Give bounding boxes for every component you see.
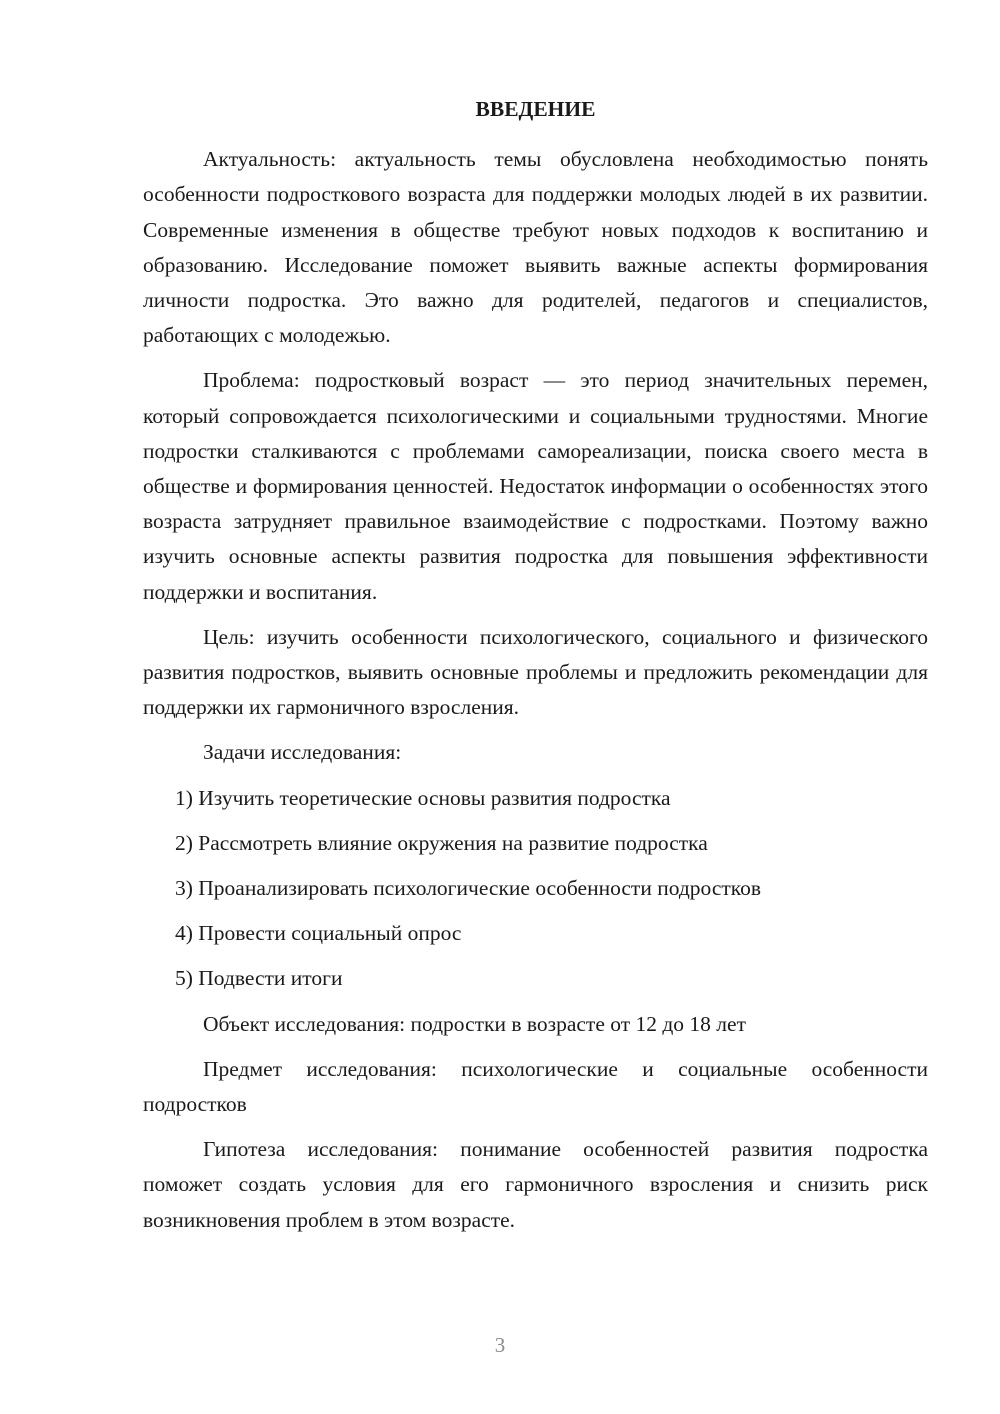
list-item: 2) Рассмотреть влияние окружения на развитие подростка <box>175 830 708 855</box>
hypothesis-paragraph: Гипотеза исследования: понимание особенностей развития подростка поможет создать условия для его гармоничного взросления и снизить риск возникновения проблем в этом возрасте. <box>143 1137 928 1232</box>
list-item: 5) Подвести итоги <box>175 966 343 991</box>
document-body <box>143 92 928 1248</box>
tasks-list <box>143 781 928 997</box>
object-paragraph: Объект исследования: подростки в возрасте от 12 до 18 лет <box>203 1011 746 1036</box>
subject-paragraph: Предмет исследования: психологические и социальные особенности подростков <box>143 1056 928 1117</box>
page-number: 3 <box>494 1333 506 1357</box>
page-title: ВВЕДЕНИЕ <box>475 97 596 121</box>
problem-paragraph: Проблема: подростковый возраст — это период значительных перемен, который сопровождается психологическими и социальными трудностями. Многие подростки сталкиваются с проблемами самореализации, поиска своего места в обществе и формирования ценностей. Недостаток информации о особенностях этого возраста затрудняет правильное взаимодействие с подростками. Поэтому важно изучить основные аспекты развития подростка для повышения эффективности поддержки и воспитания. <box>143 368 928 604</box>
list-item: 3) Проанализировать психологические особенности подростков <box>175 876 762 901</box>
list-item: 1) Изучить теоретические основы развития подростка <box>175 785 671 810</box>
relevance-paragraph: Актуальность: актуальность темы обусловлена необходимостью понять особенности подросткового возраста для поддержки молодых людей в их развитии. Современные изменения в обществе требуют новых подходов к воспитанию и образованию. Исследование поможет выявить важные аспекты формирования личности подростка. Это важно для родителей, педагогов и специалистов, работающих с молодежью. <box>143 147 928 348</box>
goal-paragraph: Цель: изучить особенности психологического, социального и физического развития подростков, выявить основные проблемы и предложить рекомендации для поддержки их гармоничного взросления. <box>143 624 928 720</box>
list-item: 4) Провести социальный опрос <box>175 921 462 946</box>
tasks-heading: Задачи исследования: <box>203 740 402 765</box>
